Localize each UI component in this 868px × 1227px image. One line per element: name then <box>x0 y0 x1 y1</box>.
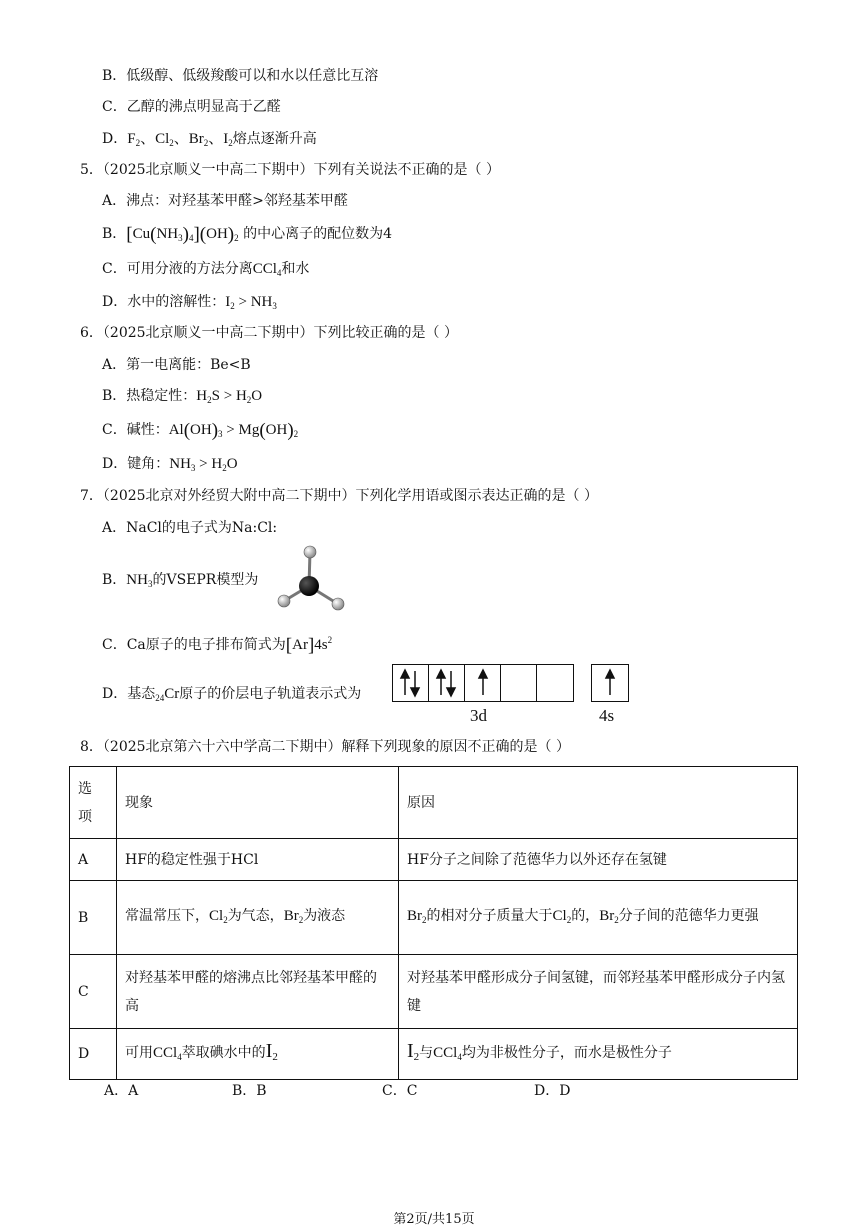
table-header-row <box>70 767 798 839</box>
row-d-phenomenon: 可用CCl$_4$萃取碘水中的$I_2$ <box>117 1029 399 1080</box>
table-row <box>70 839 798 881</box>
q7-option-b: B．$NH_3$的VSEPR模型为 <box>102 572 259 589</box>
header-reason: 原因 <box>399 767 798 839</box>
orbital-4s-box <box>591 664 629 702</box>
q7-option-d: D．基态$_{24}$Cr原子的价层电子轨道表示式为 <box>102 686 362 703</box>
option-b-alcohol-acid: B．低级醇、低级羧酸可以和水以任意比互溶 <box>102 68 379 84</box>
table-row <box>70 881 798 955</box>
q6-option-d: D．键角：$NH_3 > H_2O$ <box>102 456 238 473</box>
q6-option-b: B．热稳定性：$H_2S > H_2O$ <box>102 388 263 405</box>
header-phenomenon: 现象 <box>117 767 399 839</box>
row-b-phenomenon: 常温常压下，$Cl_2$为气态，$Br_2$为液态 <box>117 881 399 955</box>
question-6: 6．（2025北京顺义一中高二下期中）下列比较正确的是（ ） <box>80 325 458 341</box>
explanation-table <box>69 766 798 1080</box>
option-d-halogens: D．$F_2$、$Cl_2$、$Br_2$、$I_2$熔点逐渐升高 <box>102 131 317 148</box>
table-row <box>70 1029 798 1080</box>
orbital-3d-box <box>392 664 574 702</box>
q8-answer-b: B．B <box>232 1083 267 1099</box>
q5-option-b: B．$[Cu(NH_3)_4](OH)_2$ 的中心离子的配位数为4 <box>102 224 392 245</box>
q5-option-d: D．水中的溶解性：$I_2 > NH_3$ <box>102 294 277 311</box>
row-d-option: D <box>70 1029 117 1080</box>
row-b-option: B <box>70 881 117 955</box>
header-option: 选项 <box>70 767 117 839</box>
option-c-ethanol: C．乙醇的沸点明显高于乙醛 <box>102 99 281 115</box>
question-8: 8．（2025北京第六十六中学高二下期中）解释下列现象的原因不正确的是（ ） <box>80 739 570 755</box>
orbital-3d-label: 3d <box>470 706 487 725</box>
q8-answer-a: A．A <box>104 1083 139 1099</box>
vsepr-model-image <box>272 542 352 614</box>
page-footer: 第2页/共15页 <box>393 1212 475 1227</box>
table-row <box>70 955 798 1029</box>
row-a-option: A <box>70 839 117 881</box>
question-5: 5．（2025北京顺义一中高二下期中）下列有关说法不正确的是（ ） <box>80 162 500 178</box>
q5-option-a: A．沸点：对羟基苯甲醛>邻羟基苯甲醛 <box>102 193 348 209</box>
q5-option-c: C．可用分液的方法分离CCl$_4$和水 <box>102 261 310 278</box>
q6-option-a: A．第一电离能：Be<B <box>102 357 251 373</box>
row-a-reason: HF分子之间除了范德华力以外还存在氢键 <box>399 839 798 881</box>
question-7: 7．（2025北京对外经贸大附中高二下期中）下列化学用语或图示表达正确的是（ ） <box>80 488 598 504</box>
orbital-3d-arrows <box>393 665 573 701</box>
row-c-option: C <box>70 955 117 1029</box>
q8-answer-d: D．D <box>534 1083 571 1099</box>
orbital-4s-label: 4s <box>599 706 615 725</box>
q8-answer-c: C．C <box>382 1083 418 1099</box>
q7-option-a: A．NaCl的电子式为Na:Cl: <box>102 520 278 536</box>
q6-option-c: C．碱性：$Al(OH)_3 > Mg(OH)_2$ <box>102 420 299 441</box>
row-c-phenomenon: 对羟基苯甲醛的熔沸点比邻羟基苯甲醛的高 <box>117 955 399 1029</box>
row-d-reason: $I_2$与CCl$_4$均为非极性分子，而水是极性分子 <box>399 1029 798 1080</box>
orbital-4s-arrow <box>592 665 628 701</box>
row-b-reason: $Br_2$的相对分子质量大于$Cl_2$的，$Br_2$分子间的范德华力更强 <box>399 881 798 955</box>
row-a-phenomenon: HF的稳定性强于HCl <box>117 839 399 881</box>
q7-option-c: C．Ca原子的电子排布简式为$[Ar]4s^2$ <box>102 635 333 656</box>
row-c-reason: 对羟基苯甲醛形成分子间氢键，而邻羟基苯甲醛形成分子内氢键 <box>399 955 798 1029</box>
